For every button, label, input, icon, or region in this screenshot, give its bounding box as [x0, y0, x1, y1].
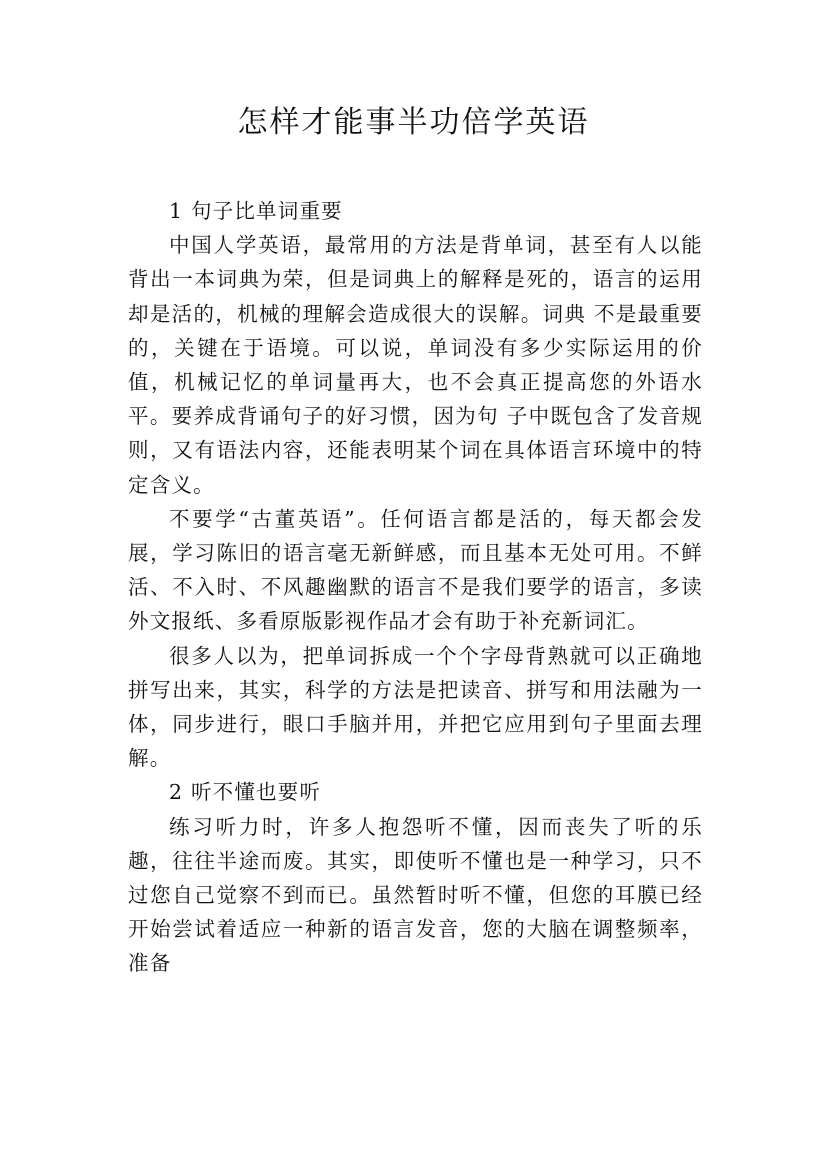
paragraph-3: 很多人以为，把单词拆成一个个字母背熟就可以正确地拼写出来，其实，科学的方法是把读音、拼写和用法融为一体，同步进行，眼口手脑并用，并把它应用到句子里面去理解。 [128, 643, 703, 771]
document-title: 怎样才能事半功倍学英语 [237, 105, 590, 140]
section-heading-2: 2 听不懂也要听 [169, 780, 322, 805]
document-body [128, 194, 703, 981]
paragraph-2: 不要学“古董英语”。任何语言都是活的，每天都会发展，学习陈旧的语言毫无新鲜感，而且基本无处可用。不鲜活、不入时、不风趣幽默的语言不是我们要学的语言，多读外文报纸、多看原版影视作品才会有助于补充新词汇。 [128, 506, 703, 634]
paragraph-1: 中国人学英语，最常用的方法是背单词，甚至有人以能背出一本词典为荣，但是词典上的解释是死的，语言的运用却是活的，机械的理解会造成很大的误解。词典 不是最重要的，关键在于语境。可以说，单词没有多少实际运用的价值，机械记忆的单词量再大，也不会真正提高您的外语水平。要养成背诵句子的好习惯，因为句 子中既包含了发音规则，又有语法内容，还能表明某个词在具体语言环境中的特定含义。 [128, 233, 703, 497]
section-heading-1: 1 句子比单词重要 [169, 199, 343, 223]
paragraph-4: 练习听力时，许多人抱怨听不懂，因而丧失了听的乐趣，往往半途而废。其实，即使听不懂也是一种学习，只不过您自己觉察不到而已。虽然暂时听不懂，但您的耳膜已经开始尝试着适应一种新的语言发音，您的大脑在调整频率，准备 [128, 814, 703, 976]
